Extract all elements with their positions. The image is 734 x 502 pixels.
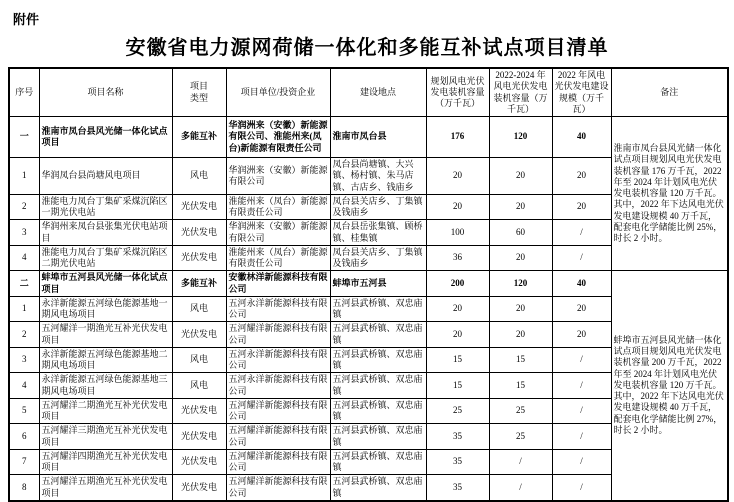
cell-no: 6 — [9, 424, 39, 450]
cell-remark-section2: 蚌埠市五河县风光储一体化试点项目规划风电光伏发电装机容量 200 万千瓦，2022 年至 2024 年计划风电光伏发电装机容量 120 万千瓦。其中，2022 年下达风电光伏发电建设规模 40 万千瓦，配套电化学储能比例 27%，时长 2 小时。 — [611, 271, 728, 501]
cell-location: 五河县武桥镇、双忠庙镇 — [330, 424, 426, 450]
cell-project-type: 光伏发电 — [172, 220, 226, 246]
header-serial: 序号 — [9, 68, 39, 117]
cell-planned-capacity: 36 — [426, 245, 489, 271]
cell-project-name: 五河耀洋三期渔光互补光伏发电项目 — [39, 424, 172, 450]
cell-capacity-2022-2024: / — [489, 475, 552, 501]
cell-project-name: 淮南市凤台县风光储一体化试点项目 — [39, 117, 172, 158]
cell-unit: 五河耀洋新能源科技有限公司 — [226, 449, 330, 475]
cell-project-name: 永洋新能源五河绿色能源基地三期风电场项目 — [39, 373, 172, 399]
cell-planned-capacity: 20 — [426, 322, 489, 348]
cell-project-name: 五河耀洋二期渔光互补光伏发电项目 — [39, 398, 172, 424]
header-capacity-2022-2024: 2022-2024 年风电光伏发电装机容量（万千瓦） — [489, 68, 552, 117]
cell-project-type: 光伏发电 — [172, 194, 226, 220]
cell-project-name: 五河耀洋五期渔光互补光伏发电项目 — [39, 475, 172, 501]
cell-unit: 五河永洋新能源科技有限公司 — [226, 296, 330, 322]
cell-scale-2022: / — [552, 245, 611, 271]
cell-scale-2022: / — [552, 398, 611, 424]
cell-location: 凤台县岳张集镇、顾桥镇、桂集镇 — [330, 220, 426, 246]
cell-unit: 华润洲来（安徽）新能源有限公司 — [226, 220, 330, 246]
cell-unit: 五河永洋新能源科技有限公司 — [226, 373, 330, 399]
cell-scale-2022: / — [552, 347, 611, 373]
cell-planned-capacity: 200 — [426, 271, 489, 297]
cell-location: 五河县武桥镇、双忠庙镇 — [330, 347, 426, 373]
cell-location: 淮南市凤台县 — [330, 117, 426, 158]
cell-project-type: 光伏发电 — [172, 245, 226, 271]
cell-project-name: 华润州来凤台县张集光伏电站项目 — [39, 220, 172, 246]
cell-project-name: 淮能电力凤台丁集矿采煤沉陷区二期光伏电站 — [39, 245, 172, 271]
cell-no: 4 — [9, 245, 39, 271]
cell-scale-2022: / — [552, 373, 611, 399]
cell-scale-2022: / — [552, 424, 611, 450]
cell-unit: 五河耀洋新能源科技有限公司 — [226, 424, 330, 450]
header-planned-capacity: 规划风电光伏发电装机容量（万千瓦） — [426, 68, 489, 117]
cell-unit: 五河耀洋新能源科技有限公司 — [226, 475, 330, 501]
cell-project-type: 多能互补 — [172, 271, 226, 297]
cell-planned-capacity: 25 — [426, 398, 489, 424]
cell-location: 五河县武桥镇、双忠庙镇 — [330, 398, 426, 424]
cell-scale-2022: 20 — [552, 194, 611, 220]
cell-location: 蚌埠市五河县 — [330, 271, 426, 297]
cell-location: 凤台县关店乡、丁集镇及钱庙乡 — [330, 245, 426, 271]
cell-capacity-2022-2024: 20 — [489, 322, 552, 348]
cell-planned-capacity: 35 — [426, 449, 489, 475]
cell-unit: 五河耀洋新能源科技有限公司 — [226, 398, 330, 424]
cell-project-name: 永洋新能源五河绿色能源基地一期风电场项目 — [39, 296, 172, 322]
header-project-type-label: 项目类型 — [189, 81, 208, 103]
cell-capacity-2022-2024: 15 — [489, 347, 552, 373]
header-project-name: 项目名称 — [39, 68, 172, 117]
cell-planned-capacity: 35 — [426, 475, 489, 501]
cell-no: 2 — [9, 194, 39, 220]
cell-planned-capacity: 20 — [426, 296, 489, 322]
cell-unit: 五河耀洋新能源科技有限公司 — [226, 322, 330, 348]
header-row — [9, 68, 728, 117]
cell-location: 凤台县关店乡、丁集镇及钱庙乡 — [330, 194, 426, 220]
cell-no: 3 — [9, 220, 39, 246]
cell-capacity-2022-2024: / — [489, 449, 552, 475]
cell-planned-capacity: 20 — [426, 194, 489, 220]
cell-planned-capacity: 100 — [426, 220, 489, 246]
cell-scale-2022: / — [552, 449, 611, 475]
cell-remark-section1: 淮南市凤台县风光储一体化试点项目规划风电光伏发电装机容量 176 万千瓦，2022 年至 2024 年计划风电光伏发电装机容量 120 万千瓦。其中，2022 年下达风电光伏发电建设规模 40 万千瓦，配套电化学储能比例 25%，时长 2 小时。 — [611, 117, 728, 271]
cell-capacity-2022-2024: 25 — [489, 424, 552, 450]
cell-unit: 安徽林洋新能源科技有限公司 — [226, 271, 330, 297]
cell-planned-capacity: 15 — [426, 373, 489, 399]
cell-location: 凤台县尚塘镇、大兴镇、杨村镇、朱马店镇、古店乡、钱庙乡 — [330, 158, 426, 195]
cell-project-name: 淮能电力凤台丁集矿采煤沉陷区一期光伏电站 — [39, 194, 172, 220]
header-location: 建设地点 — [330, 68, 426, 117]
section-row-huainan — [9, 117, 728, 158]
cell-project-type: 多能互补 — [172, 117, 226, 158]
cell-project-type: 风电 — [172, 158, 226, 195]
cell-no: 5 — [9, 398, 39, 424]
header-unit: 项目单位/投资企业 — [226, 68, 330, 117]
cell-unit: 淮能州来（凤台）新能源有限责任公司 — [226, 245, 330, 271]
cell-project-type: 光伏发电 — [172, 449, 226, 475]
cell-planned-capacity: 176 — [426, 117, 489, 158]
cell-no: 1 — [9, 296, 39, 322]
cell-capacity-2022-2024: 120 — [489, 117, 552, 158]
cell-project-type: 光伏发电 — [172, 322, 226, 348]
cell-scale-2022: 20 — [552, 158, 611, 195]
cell-scale-2022: 40 — [552, 117, 611, 158]
cell-location: 五河县武桥镇、双忠庙镇 — [330, 475, 426, 501]
cell-capacity-2022-2024: 60 — [489, 220, 552, 246]
attachment-label: 附件 — [13, 12, 40, 27]
cell-capacity-2022-2024: 120 — [489, 271, 552, 297]
cell-capacity-2022-2024: 20 — [489, 296, 552, 322]
cell-project-type: 风电 — [172, 296, 226, 322]
cell-scale-2022: / — [552, 220, 611, 246]
section-row-bengbu — [9, 271, 728, 297]
cell-planned-capacity: 20 — [426, 158, 489, 195]
project-table — [8, 67, 729, 502]
cell-project-name: 蚌埠市五河县风光储一体化试点项目 — [39, 271, 172, 297]
cell-location: 五河县武桥镇、双忠庙镇 — [330, 296, 426, 322]
cell-planned-capacity: 35 — [426, 424, 489, 450]
cell-project-type: 光伏发电 — [172, 398, 226, 424]
cell-project-name: 五河耀洋四期渔光互补光伏发电项目 — [39, 449, 172, 475]
header-scale-2022: 2022 年风电光伏发电建设规模（万千瓦） — [552, 68, 611, 117]
cell-project-name: 五河耀洋一期渔光互补光伏发电项目 — [39, 322, 172, 348]
cell-no: 一 — [9, 117, 39, 158]
cell-project-type: 风电 — [172, 347, 226, 373]
cell-unit: 华润洲来（安徽）新能源有限公司 — [226, 158, 330, 195]
cell-no: 1 — [9, 158, 39, 195]
cell-no: 3 — [9, 347, 39, 373]
cell-unit: 淮能州来（凤台）新能源有限责任公司 — [226, 194, 330, 220]
page-title: 安徽省电力源网荷储一体化和多能互补试点项目清单 — [125, 37, 609, 59]
cell-no: 2 — [9, 322, 39, 348]
cell-planned-capacity: 15 — [426, 347, 489, 373]
cell-unit: 华润洲来（安徽）新能源有限公司、淮能州来(凤台)新能源有限责任公司 — [226, 117, 330, 158]
cell-project-type: 光伏发电 — [172, 475, 226, 501]
cell-location: 五河县武桥镇、双忠庙镇 — [330, 373, 426, 399]
cell-project-name: 华润凤台县尚塘风电项目 — [39, 158, 172, 195]
header-project-type — [172, 68, 226, 117]
cell-scale-2022: 40 — [552, 271, 611, 297]
header-remark: 备注 — [611, 68, 728, 117]
cell-project-type: 风电 — [172, 373, 226, 399]
cell-scale-2022: 20 — [552, 322, 611, 348]
cell-location: 五河县武桥镇、双忠庙镇 — [330, 449, 426, 475]
cell-unit: 五河永洋新能源科技有限公司 — [226, 347, 330, 373]
cell-capacity-2022-2024: 20 — [489, 245, 552, 271]
cell-capacity-2022-2024: 25 — [489, 398, 552, 424]
cell-project-type: 光伏发电 — [172, 424, 226, 450]
cell-no: 8 — [9, 475, 39, 501]
cell-scale-2022: / — [552, 475, 611, 501]
cell-project-name: 永洋新能源五河绿色能源基地二期风电场项目 — [39, 347, 172, 373]
cell-no: 7 — [9, 449, 39, 475]
cell-scale-2022: 20 — [552, 296, 611, 322]
cell-location: 五河县武桥镇、双忠庙镇 — [330, 322, 426, 348]
cell-no: 4 — [9, 373, 39, 399]
cell-no: 二 — [9, 271, 39, 297]
cell-capacity-2022-2024: 15 — [489, 373, 552, 399]
cell-capacity-2022-2024: 20 — [489, 158, 552, 195]
cell-capacity-2022-2024: 20 — [489, 194, 552, 220]
